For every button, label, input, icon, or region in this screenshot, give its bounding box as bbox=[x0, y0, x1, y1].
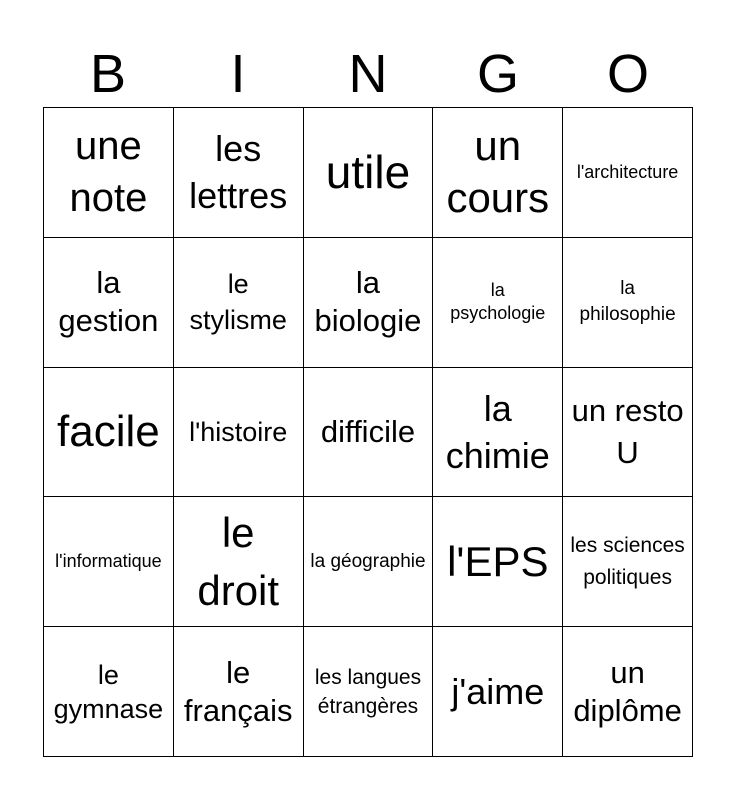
bingo-cell bbox=[174, 497, 304, 627]
bingo-cell bbox=[44, 497, 174, 627]
bingo-cell bbox=[563, 368, 693, 498]
cell-text: j'aime bbox=[451, 671, 545, 713]
bingo-cell bbox=[433, 368, 563, 498]
bingo-cell bbox=[433, 627, 563, 757]
header-letter-n: N bbox=[348, 44, 388, 104]
cell-text: la chimie bbox=[445, 387, 550, 476]
cell-text: utile bbox=[325, 146, 411, 199]
cell-text: un diplôme bbox=[573, 654, 682, 728]
bingo-cell bbox=[563, 627, 693, 757]
cell-text: facile bbox=[57, 406, 160, 456]
cell-text: un resto U bbox=[571, 392, 684, 470]
cell-text: la géographie bbox=[310, 550, 426, 572]
bingo-cell bbox=[304, 238, 434, 368]
bingo-cell bbox=[174, 368, 304, 498]
bingo-cell bbox=[433, 108, 563, 238]
bingo-cell bbox=[433, 238, 563, 368]
header-letter-b: B bbox=[89, 44, 127, 104]
bingo-cell bbox=[44, 368, 174, 498]
cell-text: difficile bbox=[320, 413, 416, 449]
bingo-cell bbox=[174, 238, 304, 368]
cell-text: la gestion bbox=[58, 265, 159, 339]
bingo-cell bbox=[304, 108, 434, 238]
bingo-grid bbox=[43, 107, 693, 757]
bingo-cell bbox=[304, 627, 434, 757]
header-letter-g: G bbox=[476, 44, 519, 104]
cell-text: les sciences politiques bbox=[570, 533, 685, 589]
cell-text: la philosophie bbox=[579, 278, 676, 326]
bingo-cell bbox=[174, 627, 304, 757]
cell-text: le stylisme bbox=[189, 269, 287, 336]
cell-text: le droit bbox=[197, 508, 280, 614]
bingo-cell bbox=[563, 497, 693, 627]
cell-text: un cours bbox=[446, 122, 550, 222]
cell-text: la psychologie bbox=[450, 280, 546, 324]
cell-text: l'EPS bbox=[447, 537, 549, 585]
bingo-cell bbox=[44, 238, 174, 368]
header-letter-o: O bbox=[606, 44, 649, 104]
bingo-cell bbox=[304, 368, 434, 498]
bingo-cell bbox=[563, 238, 693, 368]
cell-text: le français bbox=[183, 654, 293, 728]
cell-text: une note bbox=[69, 124, 148, 221]
cell-text: l'architecture bbox=[576, 161, 679, 182]
cell-text: la biologie bbox=[314, 265, 422, 339]
bingo-cell bbox=[433, 497, 563, 627]
bingo-cell bbox=[44, 627, 174, 757]
header-letter-i: I bbox=[230, 44, 246, 104]
bingo-cell bbox=[44, 108, 174, 238]
bingo-cell bbox=[563, 108, 693, 238]
cell-text: les langues étrangères bbox=[314, 665, 422, 718]
bingo-header bbox=[43, 40, 693, 108]
cell-text: les lettres bbox=[189, 128, 288, 217]
cell-text: l'informatique bbox=[55, 551, 162, 572]
bingo-cell bbox=[304, 497, 434, 627]
cell-text: l'histoire bbox=[189, 416, 288, 447]
bingo-cell bbox=[174, 108, 304, 238]
cell-text: le gymnase bbox=[53, 659, 164, 724]
